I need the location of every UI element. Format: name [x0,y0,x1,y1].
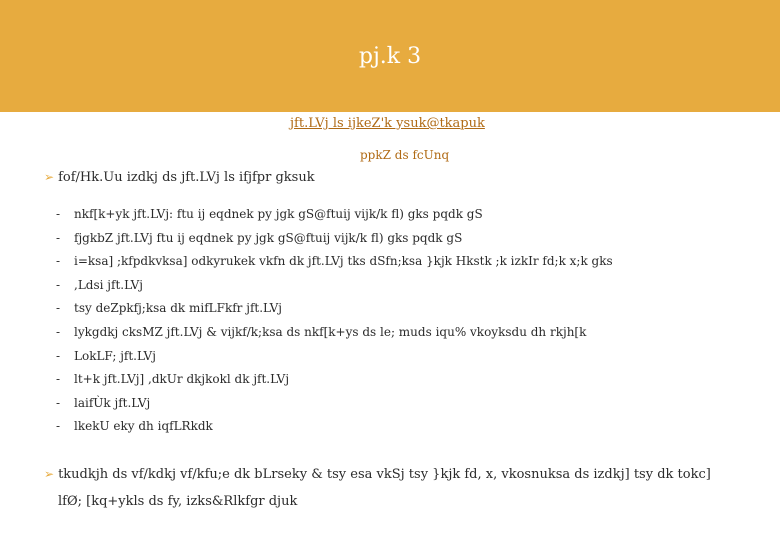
list-item [56,415,613,439]
list-item [56,203,613,227]
arrow-bullet-icon: ➢ [44,170,55,184]
dash-marker: - [56,254,61,269]
list-item [56,345,613,369]
bullet-rti-usage [44,467,711,482]
bullet-rti-usage-continued: lfØ; [kq+ykls ds fy, izks&Rlkfgr djuk [58,494,298,509]
list-item-text: lt+k jft.LVj] ,dkUr dkjkokl dk jft.LVj [74,372,290,387]
dash-marker: - [56,277,61,292]
dash-marker: - [56,372,61,387]
register-list [56,203,613,439]
bullet-registers-intro [44,170,315,185]
list-item [56,227,613,251]
dash-marker: - [56,348,61,363]
dash-marker: - [56,301,61,316]
dash-marker: - [56,230,61,245]
list-item-text: fjgkbZ jft.LVj ftu ij eqdnek py jgk gS@ftuij vijk/k fl) gks pqdk gS [74,230,463,245]
dash-marker: - [56,324,61,339]
list-item [56,250,613,274]
arrow-bullet-icon: ➢ [44,467,55,481]
discussion-points-heading: ppkZ ds fcUnq [360,148,450,162]
dash-marker: - [56,207,61,221]
dash-marker: - [56,419,61,434]
bullet-text: tkudkjh ds vf/kdkj vf/kfu;e dk bLrseky & tsy esa vkSj tsy }kjk fd, x, vkosnuksa ds izdkj] tsy dk tokc] [58,467,711,482]
list-item [56,274,613,298]
list-item [56,297,613,321]
list-item-text: lykgdkj cksMZ jft.LVj & vijkf/k;ksa ds nkf[k+ys ds le; muds iqu% vkoyksdu dh rkjh[k [74,324,587,339]
list-item-text: tsy deZpkfj;ksa dk mifLFkfr jft.LVj [74,301,282,316]
bullet-text: fof/Hk.Uu izdkj ds jft.LVj ls ifjfpr gksuk [58,170,315,185]
list-item-text: nkf[k+yk jft.LVj: ftu ij eqdnek py jgk gS@ftuij vijk/k fl) gks pqdk gS [74,207,483,221]
list-item-text: ,Ldsi jft.LVj [74,277,144,292]
list-item [56,321,613,345]
list-item-text: laifÙk jft.LVj [74,395,151,410]
list-item-text: LokLF; jft.LVj [74,348,156,363]
dash-marker: - [56,395,61,410]
list-item-text: i=ksa] ;kfpdkvksa] odkyrukek vkfn dk jft.LVj tks dSfn;ksa }kjk Hkstk ;k izkIr fd;k x;k gks [74,254,613,269]
slide-subtitle: jft.LVj ls ijkeZ'k ysuk@tkapuk [290,116,485,131]
list-item [56,392,613,416]
list-item-text: lkekU eky dh iqfLRkdk [74,419,213,434]
list-item [56,368,613,392]
slide-title: pj.k 3 [358,44,422,69]
